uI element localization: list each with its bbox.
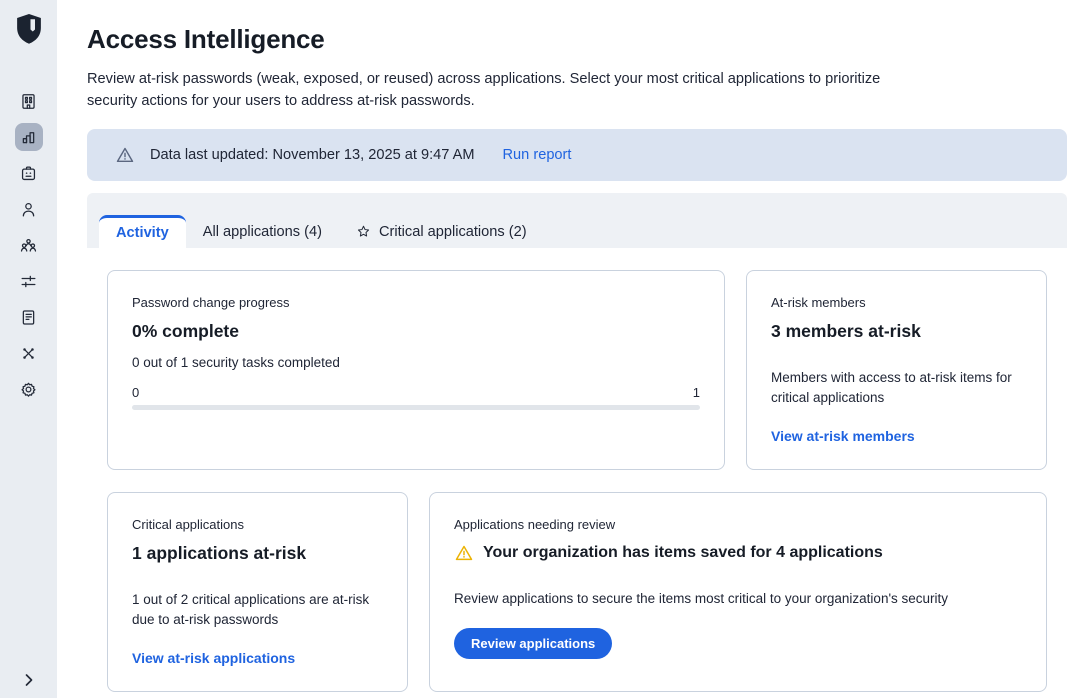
progress-headline: 0% complete — [132, 321, 239, 341]
view-at-risk-members-link[interactable]: View at-risk members — [771, 428, 915, 444]
page-description: Review at-risk passwords (weak, exposed, or reused) across applications. Select your most critical applications to prioritize security actions for your users to address at-risk passwords. — [87, 71, 881, 109]
activity-panel — [87, 248, 1067, 692]
page-title: Access Intelligence — [87, 24, 325, 54]
progress-subtext: 0 out of 1 security tasks completed — [132, 355, 340, 370]
tab-activity[interactable] — [99, 215, 186, 248]
bar-chart-icon — [19, 128, 38, 147]
sidebar-nav — [15, 87, 43, 403]
review-headline: Your organization has items saved for 4 applications — [483, 544, 883, 561]
sidebar-item-document[interactable] — [15, 303, 43, 331]
sidebar-item-person[interactable] — [15, 195, 43, 223]
x-connector-icon — [19, 344, 38, 363]
tab-critical-applications-label: Critical applications (2) — [378, 223, 527, 240]
shield-logo — [14, 10, 44, 48]
data-updated-banner — [87, 129, 1067, 181]
sidebar-item-settings[interactable] — [15, 375, 43, 403]
sidebar-item-x-connector[interactable] — [15, 339, 43, 367]
sidebar-expand-button[interactable] — [0, 672, 57, 688]
document-icon — [19, 308, 38, 327]
star-icon — [356, 224, 371, 239]
card-row-top — [107, 270, 1047, 470]
warning-triangle-icon — [115, 145, 135, 165]
person-icon — [19, 200, 38, 219]
sidebar-item-building[interactable] — [15, 87, 43, 115]
chevron-right-icon — [21, 672, 37, 688]
applications-needing-review-card — [429, 492, 1047, 692]
sidebar-item-sliders[interactable] — [15, 267, 43, 295]
card-row-bottom — [107, 492, 1047, 692]
sliders-icon — [19, 272, 38, 291]
members-description: Members with access to at-risk items for critical applications — [771, 370, 1012, 405]
card-label: At-risk members — [771, 295, 866, 310]
review-applications-button[interactable]: Review applications — [454, 628, 612, 659]
gear-icon — [19, 380, 38, 399]
at-risk-members-card — [746, 270, 1047, 470]
main-content — [57, 0, 1092, 698]
vault-box-icon — [19, 164, 38, 183]
building-icon — [19, 92, 38, 111]
tab-bar — [87, 193, 1067, 248]
critical-headline: 1 applications at-risk — [132, 543, 307, 563]
tab-critical-applications[interactable] — [339, 215, 544, 248]
tab-all-applications-label: All applications (4) — [202, 223, 322, 240]
progress-scale — [132, 385, 700, 400]
view-at-risk-applications-link[interactable]: View at-risk applications — [132, 650, 296, 666]
review-headline-row — [454, 543, 1022, 563]
card-label: Applications needing review — [454, 517, 616, 532]
sidebar — [0, 0, 57, 698]
sidebar-item-vault[interactable] — [15, 159, 43, 187]
card-label: Critical applications — [132, 517, 244, 532]
critical-applications-card — [107, 492, 408, 692]
card-label: Password change progress — [132, 295, 290, 310]
sidebar-item-bar-chart[interactable] — [15, 123, 43, 151]
progress-scale-max: 1 — [692, 385, 700, 400]
run-report-link[interactable]: Run report — [502, 147, 572, 163]
warning-triangle-icon — [454, 543, 474, 563]
progress-scale-min: 0 — [132, 385, 140, 400]
tab-activity-label: Activity — [116, 225, 169, 241]
tab-all-applications[interactable] — [186, 215, 339, 248]
sidebar-item-people-group[interactable] — [15, 231, 43, 259]
members-headline: 3 members at-risk — [771, 321, 921, 341]
progress-bar-track — [132, 405, 700, 410]
critical-description: 1 out of 2 critical applications are at-risk due to at-risk passwords — [132, 592, 370, 627]
data-updated-text: Data last updated: November 13, 2025 at 9:47 AM — [150, 147, 475, 163]
people-group-icon — [19, 236, 38, 255]
review-description: Review applications to secure the items most critical to your organization's security — [454, 591, 949, 606]
password-change-progress-card — [107, 270, 725, 470]
